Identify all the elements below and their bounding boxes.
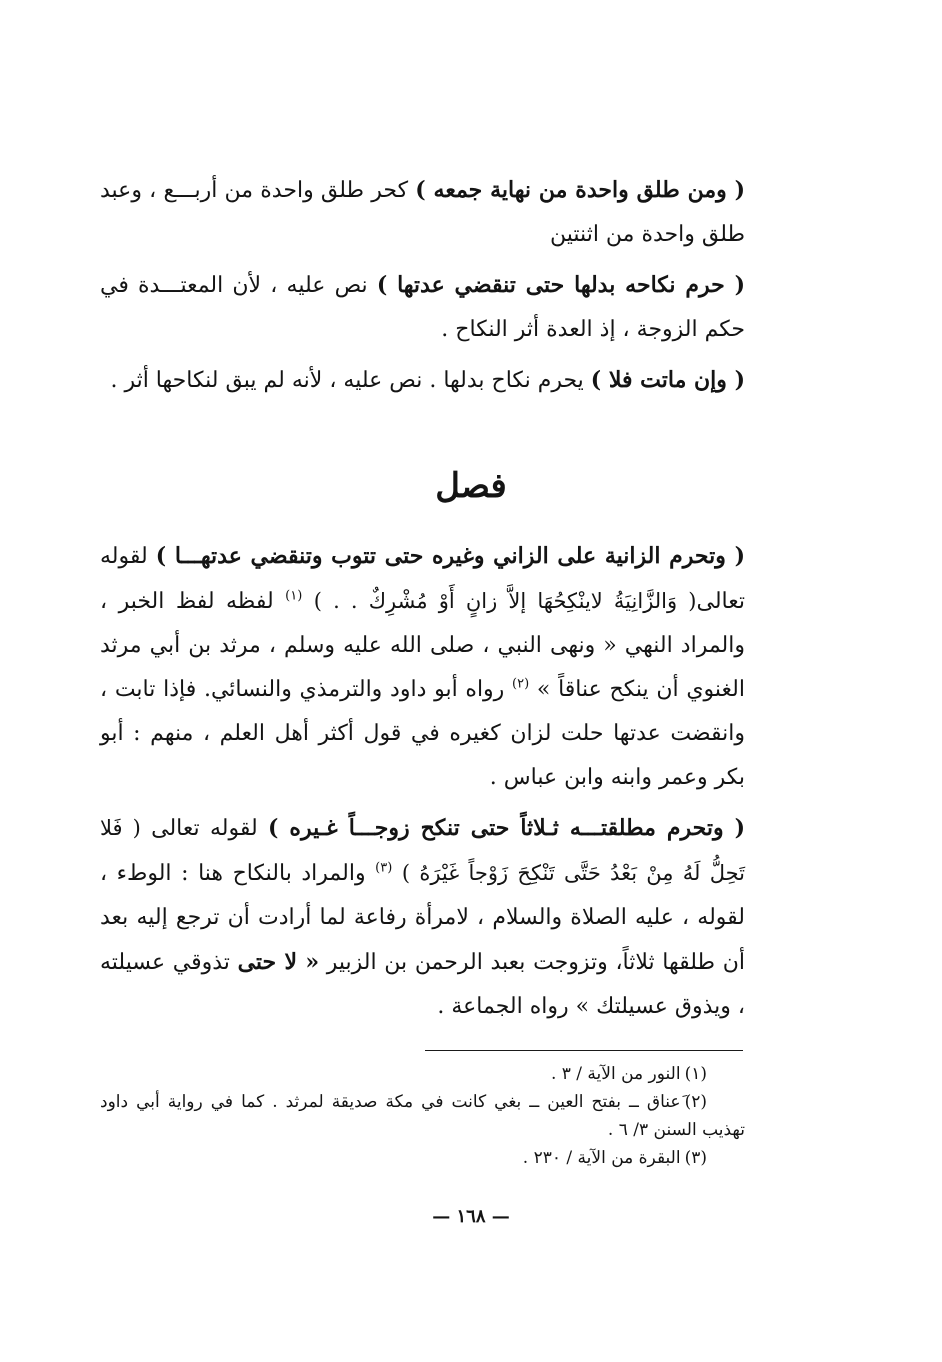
matn-phrase: ( ومن طلق واحدة من نهاية جمعه ) [415, 177, 746, 203]
quran-quote: ( فَلا تَحِلُّ لَهُ مِنْ بَعْدُ حَتَّى تَنْكِحَ زَوْجاً غَيْرَهُ ) [100, 816, 745, 885]
paragraph-triple-divorce [100, 806, 745, 1029]
quran-quote: ( وَالزَّانِيَةُ لاينْكِحُهَا إلاَّ زانٍ أَوْ مُشْرِكٌ . . ) [313, 589, 697, 613]
sharh-text: يحرم نكاح بدلها . نص عليه ، لأنه لم يبق لنكاحها أثر . [110, 368, 591, 393]
sharh-text: كحر طلق واحدة من أربـــع ، وعبد طلق واحدة من اثنتين [100, 178, 745, 247]
footnote-separator [425, 1050, 743, 1051]
footnote-text: النور من الآية / ٣ . [550, 1064, 681, 1084]
hadith-phrase: « لا حتى [237, 949, 320, 975]
matn-phrase: ( وإن ماتت فلا ) [590, 367, 745, 393]
footnote-ref[interactable]: (٢) [512, 676, 530, 692]
footnote-text: البقرة من الآية / ٢٣٠ . [522, 1148, 681, 1168]
paragraph-death [100, 358, 745, 403]
page-number: — ١٦٨ — [432, 1206, 510, 1227]
footnote-text: َعناق ــ بفتح العين ــ بغي كانت في مكة صديقة لمرثد . كما في رواية أبي داود تهذيب السنن ٣/ ٦ . [100, 1092, 745, 1140]
footnote-1 [100, 1060, 745, 1088]
footnote-2 [100, 1088, 745, 1144]
footnote-ref[interactable]: (١) [285, 588, 303, 604]
sharh-text: والمراد بالنكاح هنا : الوطء ، لقوله ، عليه الصلاة والسلام ، لامرأة رفاعة لما أرادت أن ترجع إليه بعد أن طلقها ثلاثاً، وتزوجت بعبد الرحمن بن الزبير [100, 861, 745, 975]
sharh-text: رواه أبو داود والترمذي والنسائي. فإذا تابت ، وانقضت عدتها حلت لزان كغيره في قول أكثر أهل العلم ، منهم : أبو بكر وعمر وابنه وابن عباس . [100, 677, 745, 790]
sharh-text: لقوله تعالى [140, 816, 269, 841]
main-section [100, 534, 745, 1035]
footnote-number: (٢) [684, 1092, 707, 1112]
paragraph-divorce-count [100, 168, 745, 257]
footnote-number: (١) [684, 1064, 707, 1084]
sharh-text: لقوله تعالى [100, 544, 745, 614]
opening-section [100, 168, 745, 409]
sharh-text: لفظه لفظ الخبر ، والمراد النهي « ونهى النبي ، صلى الله عليه وسلم ، مرثد بن أبي مرثد الغنوي أن ينكح عناقاً » [100, 589, 745, 702]
matn-phrase: ( وتحرم الزانية على الزاني وغيره حتى تتوب وتنقضي عدتهـــا ) [155, 543, 745, 569]
footnotes [100, 1060, 745, 1172]
section-heading: فصل [435, 466, 507, 506]
matn-phrase: ( وتحرم مطلقتـــه ثـلاثاً حتى تنكح زوجـــاً غـيره ) [268, 815, 746, 841]
footnote-ref[interactable]: (٣) [375, 860, 393, 876]
sharh-text: نص عليه ، لأن المعتـــدة في حكم الزوجة ، إذ العدة أثر النكاح . [100, 273, 745, 342]
footnote-number: (٣) [684, 1148, 707, 1168]
matn-phrase: ( حرم نكاحه بدلها حتى تنقضي عدتها ) [376, 272, 746, 298]
paragraph-iddah [100, 263, 745, 352]
footnote-3 [100, 1144, 745, 1172]
paragraph-zaniya [100, 534, 745, 800]
sharh-text: تذوقي عسيلته ، ويذوق عسيلتك » رواه الجماعة . [100, 950, 745, 1019]
